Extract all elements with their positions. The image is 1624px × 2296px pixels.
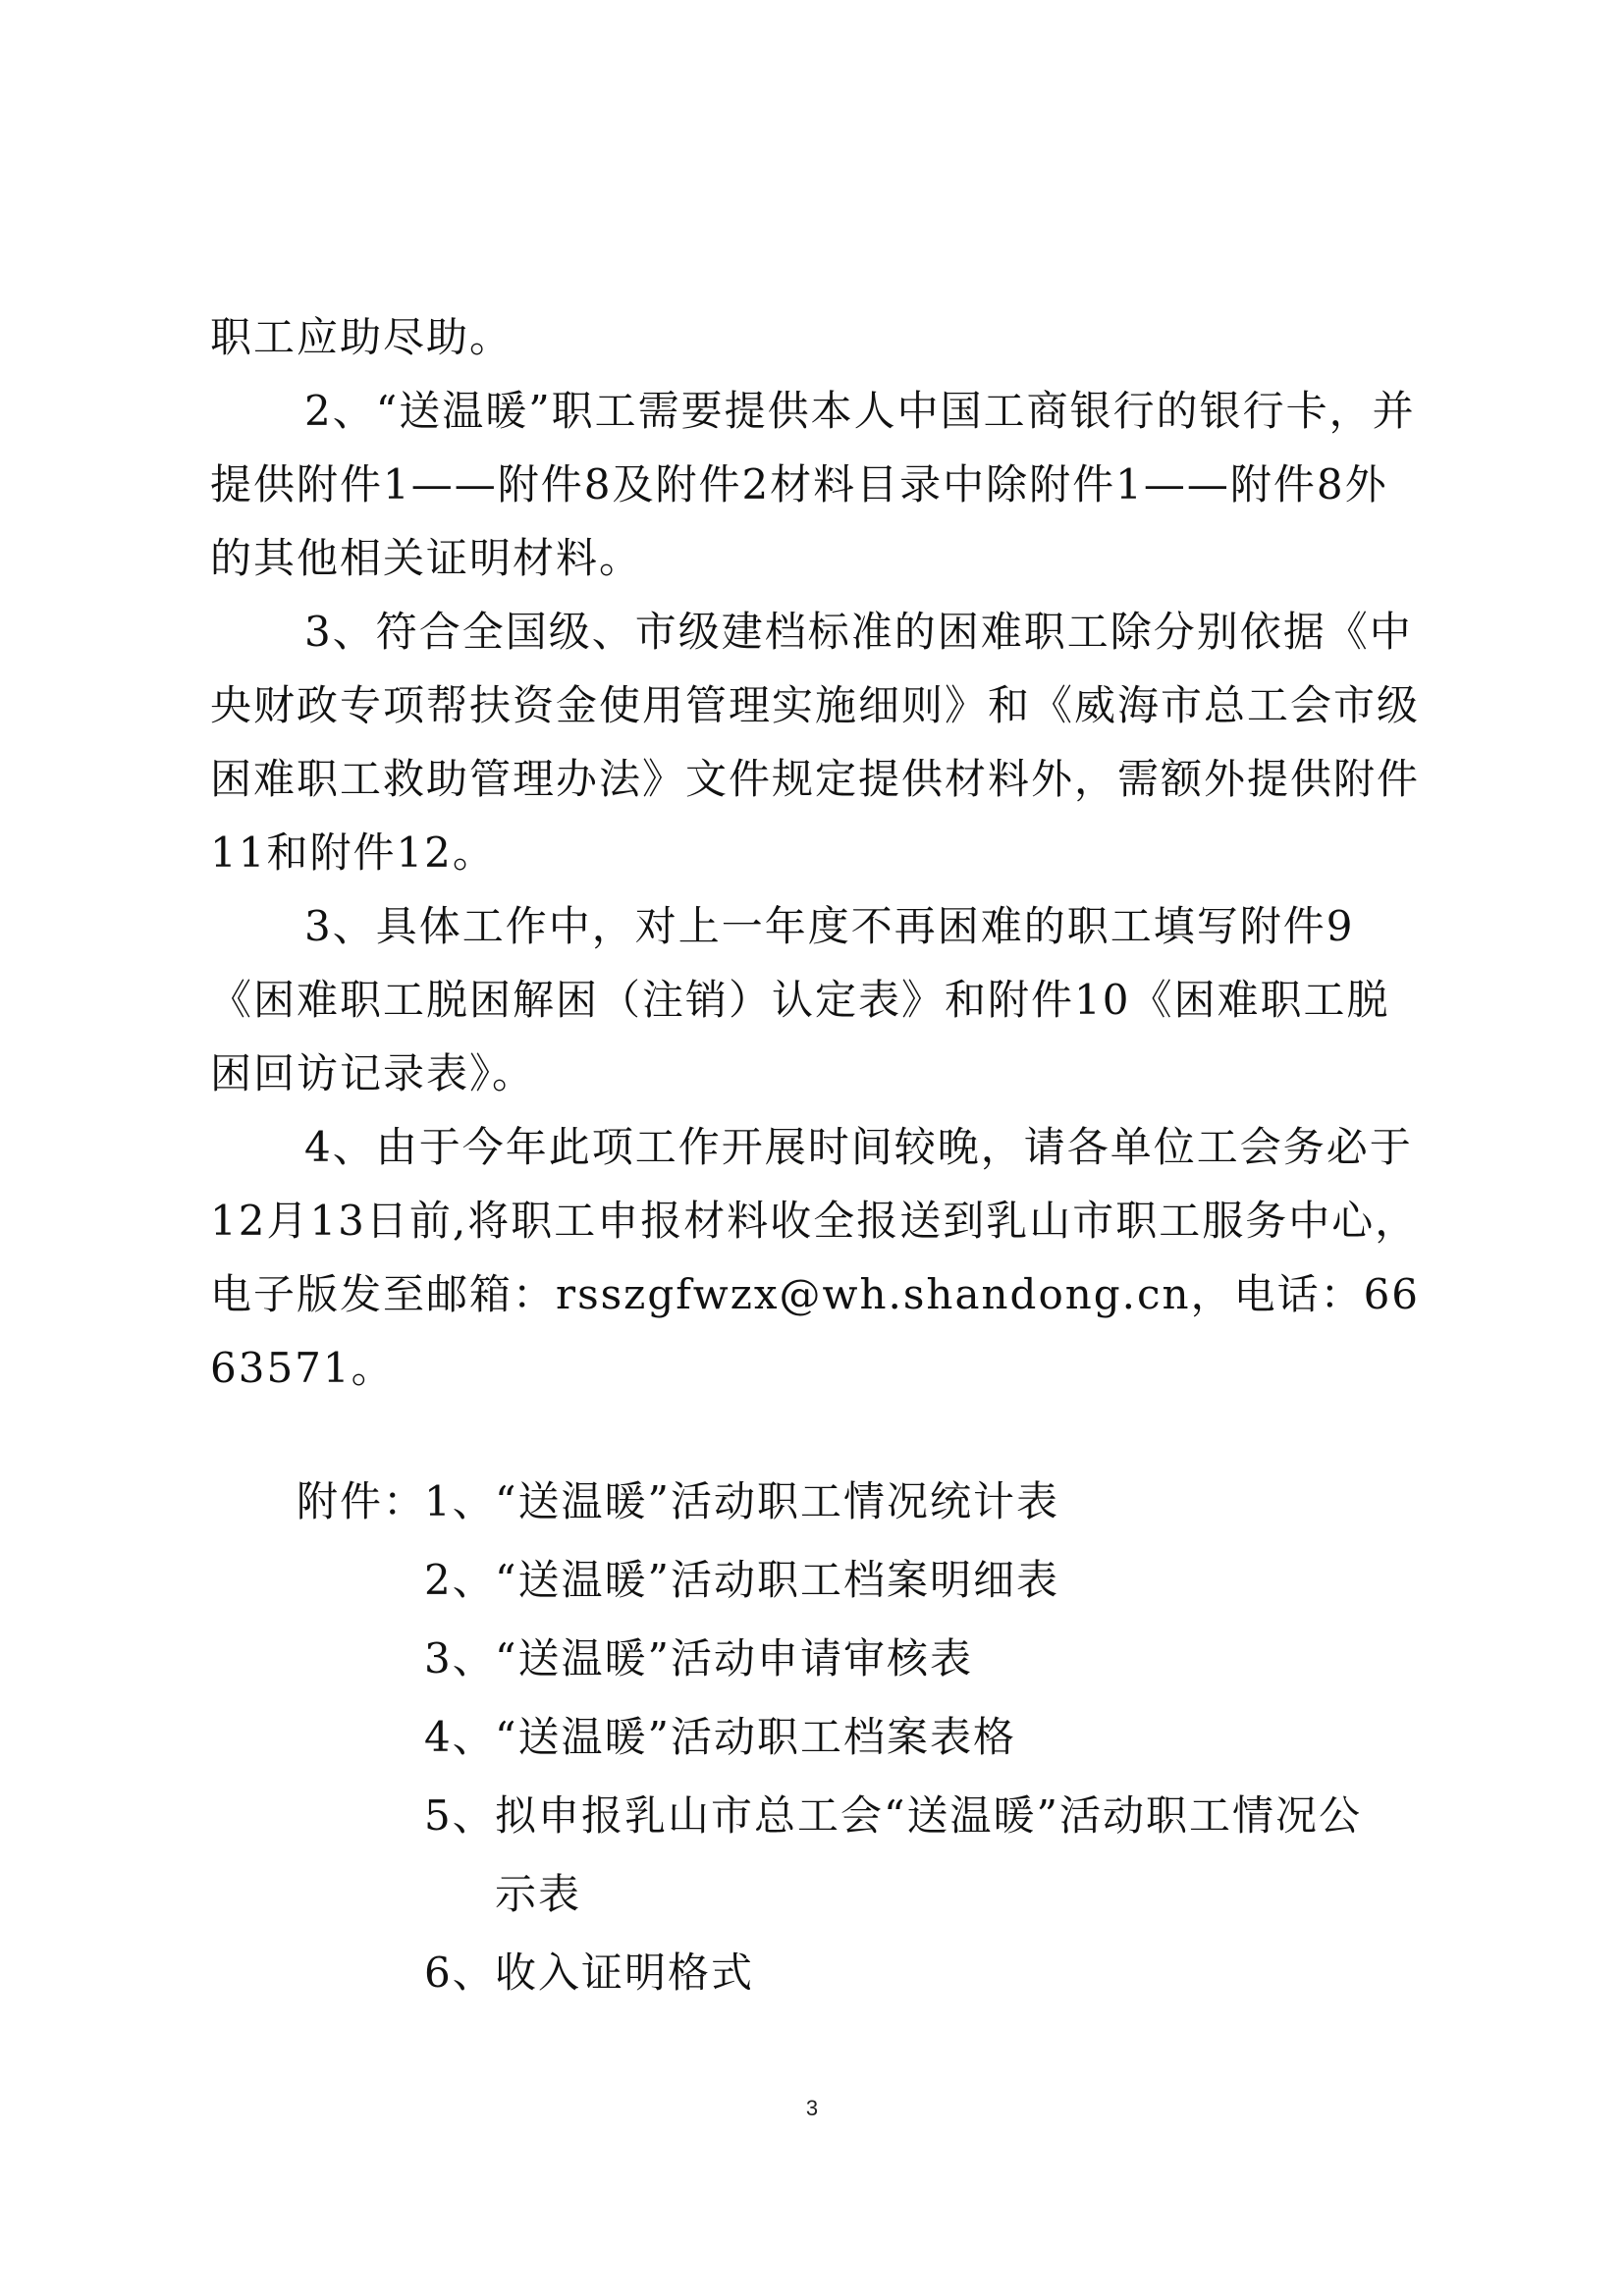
- attachment-item-continuation: [210, 1855, 1428, 1934]
- attachment-item: [210, 1777, 1428, 1855]
- body-text: [210, 300, 1428, 1405]
- attachment-number: 6、: [424, 1949, 496, 1997]
- attachments-list: [210, 1463, 1428, 2012]
- attachment-item: [210, 1541, 1428, 1620]
- attachments-label: 附件：: [297, 1477, 427, 1525]
- attachment-item: [210, 1698, 1428, 1777]
- paragraph-5: 4、由于今年此项工作开展时间较晚，请各单位工会务必于12月13日前,将职工申报材料收全报送到乳山市职工服务中心，电子版发至邮箱：rsszgfwzx@wh.shandong.cn，电话：6663571。: [210, 1123, 1421, 1392]
- paragraph-3: 3、符合全国级、市级建档标准的困难职工除分别依据《中央财政专项帮扶资金使用管理实施细则》和《威海市总工会市级困难职工救助管理办法》文件规定提供材料外，需额外提供附件11和附件12。: [210, 608, 1421, 877]
- attachment-number: 1、: [424, 1477, 496, 1525]
- attachment-title: 拟申报乳山市总工会“送温暖”活动职工情况公: [495, 1791, 1362, 1840]
- attachment-number: 2、: [424, 1556, 496, 1604]
- attachment-number: 3、: [424, 1634, 496, 1682]
- attachment-item: [210, 1934, 1428, 2012]
- attachment-item: [210, 1463, 1428, 1541]
- attachment-item: [210, 1620, 1428, 1698]
- attachment-title: “送温暖”活动职工档案表格: [495, 1713, 1016, 1761]
- paragraph-2: 2、“送温暖”职工需要提供本人中国工商银行的银行卡，并提供附件1——附件8及附件2材料目录中除附件1——附件8外的其他相关证明材料。: [210, 387, 1416, 582]
- page-number: 3: [805, 2096, 819, 2120]
- attachment-number: 5、: [424, 1791, 496, 1840]
- attachment-number: 4、: [424, 1713, 496, 1761]
- attachment-title-continuation: 示表: [495, 1870, 582, 1918]
- attachment-title: “送温暖”活动职工情况统计表: [495, 1477, 1059, 1525]
- paragraph-1: 职工应助尽助。: [210, 313, 514, 361]
- attachment-title: “送温暖”活动职工档案明细表: [495, 1556, 1059, 1604]
- paragraph-4: 3、具体工作中，对上一年度不再困难的职工填写附件9《困难职工脱困解困（注销）认定表》和附件10《困难职工脱困回访记录表》。: [210, 902, 1390, 1097]
- attachment-title: “送温暖”活动申请审核表: [495, 1634, 973, 1682]
- attachment-title: 收入证明格式: [495, 1949, 755, 1997]
